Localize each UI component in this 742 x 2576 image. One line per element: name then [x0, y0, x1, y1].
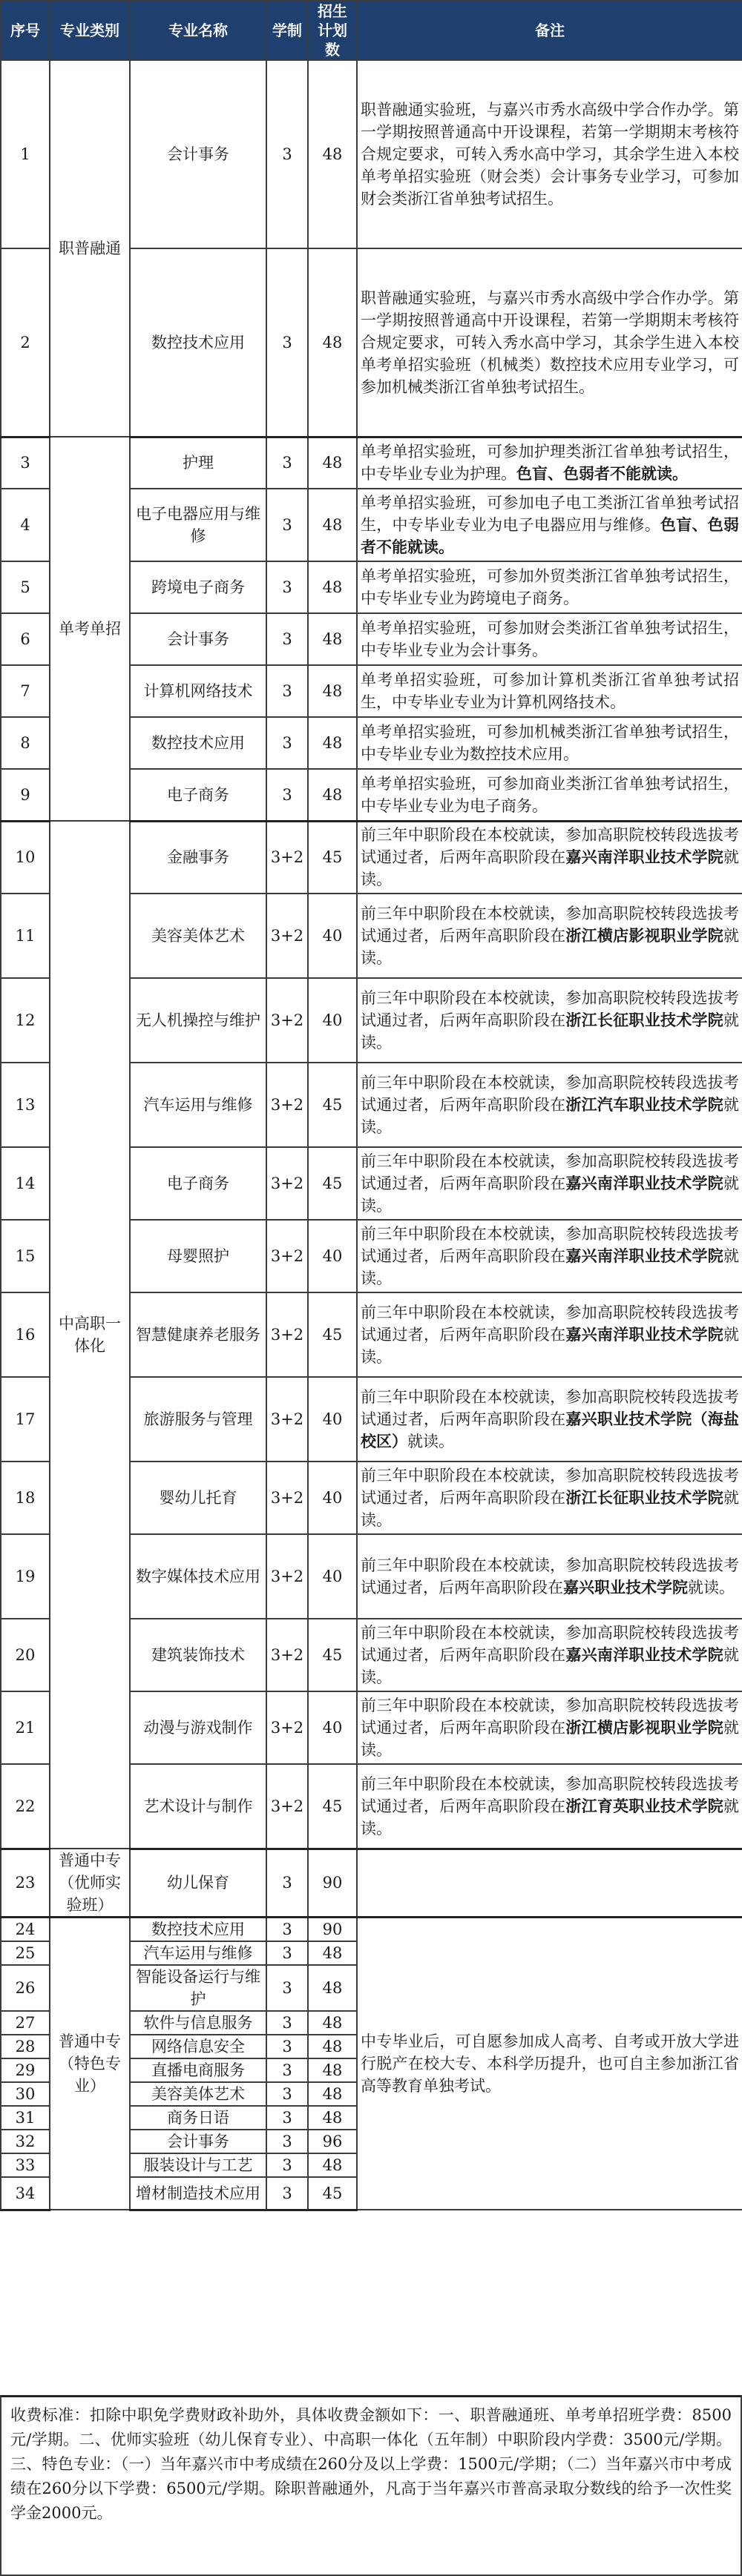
program-remark — [357, 1377, 742, 1462]
program-quota: 90 — [308, 1918, 357, 1942]
remark-text: 职普融通实验班，与嘉兴市秀水高级中学合作办学。第一学期按照普通高中开设课程，若第一学期期末考核符合规定要求，可转入秀水高中学习，其余学生进入本校单考单招实验班（机械类）数控技术应用专业学习，可参加机械类浙江省单独考试招生。 — [361, 288, 739, 396]
program-name: 艺术设计与制作 — [130, 1764, 266, 1849]
program-remark — [357, 1691, 742, 1764]
row-number: 2 — [1, 248, 50, 437]
category-cell: 普通中专（优师实验班） — [50, 1849, 130, 1918]
remark-text: 单考单招实验班，可参加计算机类浙江省单独考试招生，中专毕业专业为计算机网络技术。 — [361, 671, 739, 711]
remark-text: 前三年中职阶段在本校就读，参加高职院校转段选拔考试通过者，后两年高职阶段在 — [361, 1152, 739, 1192]
program-name: 电子商务 — [130, 769, 266, 821]
remark-highlight: 嘉兴南洋职业技术学院 — [565, 1645, 723, 1664]
program-quota: 48 — [308, 561, 357, 613]
program-quota: 48 — [308, 2082, 357, 2106]
program-years: 3 — [266, 2153, 308, 2177]
header-category: 专业类别 — [50, 1, 130, 60]
category-cell: 单考单招 — [50, 437, 130, 821]
row-number: 13 — [1, 1063, 50, 1147]
program-name: 无人机操控与维护 — [130, 978, 266, 1063]
program-quota: 96 — [308, 2130, 357, 2153]
header-years: 学制 — [266, 1, 308, 60]
program-name: 会计事务 — [130, 613, 266, 665]
remark-text: 前三年中职阶段在本校就读，参加高职院校转段选拔考试通过者，后两年高职阶段在 — [361, 1225, 739, 1265]
program-quota: 48 — [308, 437, 357, 489]
program-remark — [357, 665, 742, 717]
program-name: 商务日语 — [130, 2106, 266, 2130]
program-name: 增材制造技术应用 — [130, 2177, 266, 2210]
program-quota: 48 — [308, 2058, 357, 2082]
remark-text: 就读。 — [361, 1011, 739, 1051]
row-number: 32 — [1, 2130, 50, 2153]
program-name: 婴幼儿托育 — [130, 1462, 266, 1534]
program-years: 3+2 — [266, 1619, 308, 1691]
header-remark: 备注 — [357, 1, 742, 60]
remark-text: 前三年中职阶段在本校就读，参加高职院校转段选拔考试通过者，后两年高职阶段在 — [361, 905, 739, 945]
remark-highlight: 色盲、色弱者不能就读。 — [361, 515, 740, 556]
remark-text: 前三年中职阶段在本校就读，参加高职院校转段选拔考试通过者，后两年高职阶段在 — [361, 989, 739, 1029]
program-quota: 45 — [308, 1292, 357, 1377]
program-name: 美容美体艺术 — [130, 2082, 266, 2106]
row-number: 4 — [1, 489, 50, 561]
program-name: 数控技术应用 — [130, 1918, 266, 1942]
category-cell: 中高职一体化 — [50, 821, 130, 1849]
remark-text: 单考单招实验班，可参加护理类浙江省单独考试招生，中专毕业专业为护理。 — [361, 443, 739, 483]
row-number: 27 — [1, 2011, 50, 2035]
row-number: 17 — [1, 1377, 50, 1462]
program-years: 3+2 — [266, 978, 308, 1063]
table-row — [1, 821, 742, 894]
program-quota: 45 — [308, 1619, 357, 1691]
row-number: 34 — [1, 2177, 50, 2210]
remark-text: 单考单招实验班，可参加外贸类浙江省单独考试招生，中专毕业专业为跨境电子商务。 — [361, 567, 739, 607]
program-years: 3 — [266, 2035, 308, 2058]
remark-highlight: 浙江横店影视职业学院 — [565, 1718, 723, 1737]
table-body — [1, 60, 742, 2210]
program-remark — [357, 1462, 742, 1534]
program-name: 汽车运用与维修 — [130, 1063, 266, 1147]
program-remark — [357, 1619, 742, 1691]
program-quota: 40 — [308, 894, 357, 978]
program-years: 3+2 — [266, 1764, 308, 1849]
program-years: 3 — [266, 613, 308, 665]
row-number: 11 — [1, 894, 50, 978]
program-quota: 45 — [308, 1147, 357, 1220]
program-quota: 48 — [308, 769, 357, 821]
remark-text: 前三年中职阶段在本校就读，参加高职院校转段选拔考试通过者，后两年高职阶段在 — [361, 1388, 739, 1428]
program-years: 3 — [266, 1849, 308, 1918]
program-years: 3 — [266, 1965, 308, 2011]
program-remark — [357, 978, 742, 1063]
row-number: 15 — [1, 1220, 50, 1292]
category-cell: 普通中专（特色专业） — [50, 1918, 130, 2210]
remark-text: 单考单招实验班，可参加财会类浙江省单独考试招生，中专毕业专业为会计事务。 — [361, 619, 739, 659]
program-years: 3 — [266, 717, 308, 769]
program-name: 电子商务 — [130, 1147, 266, 1220]
program-quota: 45 — [308, 2177, 357, 2210]
program-name: 动漫与游戏制作 — [130, 1691, 266, 1764]
program-remark — [357, 1292, 742, 1377]
row-number: 26 — [1, 1965, 50, 2011]
row-number: 6 — [1, 613, 50, 665]
program-years: 3+2 — [266, 1691, 308, 1764]
row-number: 1 — [1, 60, 50, 248]
program-quota: 40 — [308, 1377, 357, 1462]
remark-text: 前三年中职阶段在本校就读，参加高职院校转段选拔考试通过者，后两年高职阶段在 — [361, 1624, 739, 1664]
program-remark — [357, 1063, 742, 1147]
remark-highlight: 嘉兴南洋职业技术学院 — [565, 1325, 723, 1344]
row-number: 22 — [1, 1764, 50, 1849]
remark-text: 就读。 — [361, 1247, 739, 1287]
program-years: 3 — [266, 769, 308, 821]
program-remark — [357, 769, 742, 821]
program-remark — [357, 248, 742, 437]
row-number: 16 — [1, 1292, 50, 1377]
program-quota: 48 — [308, 2035, 357, 2058]
row-number: 25 — [1, 1941, 50, 1965]
remark-highlight: 嘉兴南洋职业技术学院 — [565, 1246, 723, 1265]
program-name: 计算机网络技术 — [130, 665, 266, 717]
remark-text: 就读。 — [361, 1175, 739, 1215]
program-remark — [357, 1147, 742, 1220]
program-remark — [357, 1534, 742, 1619]
remark-text: 就读。 — [407, 1433, 454, 1450]
program-remark — [357, 1764, 742, 1849]
row-number: 33 — [1, 2153, 50, 2177]
remark-highlight: 嘉兴职业技术学院（海盐校区） — [361, 1410, 739, 1450]
remark-text: 就读。 — [361, 1646, 739, 1686]
program-years: 3 — [266, 2011, 308, 2035]
remark-text: 就读。 — [688, 1579, 735, 1596]
program-quota: 48 — [308, 717, 357, 769]
program-name: 数控技术应用 — [130, 717, 266, 769]
program-years: 3+2 — [266, 1220, 308, 1292]
program-name: 母婴照护 — [130, 1220, 266, 1292]
program-years: 3+2 — [266, 1063, 308, 1147]
program-name: 金融事务 — [130, 821, 266, 894]
remark-highlight: 浙江长征职业技术学院 — [565, 1011, 723, 1029]
program-quota: 40 — [308, 1220, 357, 1292]
row-number: 12 — [1, 978, 50, 1063]
program-name: 美容美体艺术 — [130, 894, 266, 978]
program-name: 护理 — [130, 437, 266, 489]
program-quota: 48 — [308, 489, 357, 561]
remark-highlight: 嘉兴南洋职业技术学院 — [565, 848, 723, 867]
program-years: 3 — [266, 2177, 308, 2210]
program-quota: 45 — [308, 1063, 357, 1147]
program-quota: 40 — [308, 1534, 357, 1619]
remark-highlight: 色盲、色弱者不能就读。 — [516, 464, 688, 483]
program-remark — [357, 613, 742, 665]
row-number: 24 — [1, 1918, 50, 1942]
shared-remark: 中专毕业后，可自愿参加成人高考、自考或开放大学进行脱产在校大专、本科学历提升，也可自主参加浙江省高等教育单独考试。 — [357, 1918, 742, 2210]
remark-text: 单考单招实验班，可参加电子电工类浙江省单独考试招生，中专毕业专业为电子电器应用与维修。 — [361, 494, 739, 534]
program-years: 3 — [266, 665, 308, 717]
program-quota: 40 — [308, 1691, 357, 1764]
program-name: 网络信息安全 — [130, 2035, 266, 2058]
program-years: 3 — [266, 561, 308, 613]
header-no: 序号 — [1, 1, 50, 60]
program-name: 建筑装饰技术 — [130, 1619, 266, 1691]
remark-text: 前三年中职阶段在本校就读，参加高职院校转段选拔考试通过者，后两年高职阶段在 — [361, 1074, 739, 1114]
row-number: 3 — [1, 437, 50, 489]
row-number: 28 — [1, 2035, 50, 2058]
program-quota: 48 — [308, 60, 357, 248]
program-remark — [357, 60, 742, 248]
program-years: 3 — [266, 1918, 308, 1942]
program-remark — [357, 1220, 742, 1292]
table-row — [1, 60, 742, 248]
remark-highlight: 浙江汽车职业技术学院 — [565, 1095, 723, 1114]
remark-text: 单考单招实验班，可参加机械类浙江省单独考试招生，中专毕业专业为数控技术应用。 — [361, 723, 739, 763]
program-name: 服装设计与工艺 — [130, 2153, 266, 2177]
program-years: 3+2 — [266, 1377, 308, 1462]
program-name: 汽车运用与维修 — [130, 1941, 266, 1965]
program-years: 3 — [266, 489, 308, 561]
row-number: 14 — [1, 1147, 50, 1220]
program-remark — [357, 489, 742, 561]
program-quota: 48 — [308, 665, 357, 717]
program-quota: 90 — [308, 1849, 357, 1918]
program-remark — [357, 437, 742, 489]
remark-text: 前三年中职阶段在本校就读，参加高职院校转段选拔考试通过者，后两年高职阶段在 — [361, 826, 739, 867]
program-name: 会计事务 — [130, 60, 266, 248]
program-quota: 48 — [308, 1965, 357, 2011]
remark-text: 前三年中职阶段在本校就读，参加高职院校转段选拔考试通过者，后两年高职阶段在 — [361, 1697, 739, 1737]
program-remark-empty — [357, 1849, 742, 1918]
table-row — [1, 437, 742, 489]
row-number: 31 — [1, 2106, 50, 2130]
remark-text: 就读。 — [361, 927, 739, 967]
program-name: 会计事务 — [130, 2130, 266, 2153]
program-name: 软件与信息服务 — [130, 2011, 266, 2035]
program-years: 3+2 — [266, 1292, 308, 1377]
remark-highlight: 嘉兴职业技术学院 — [563, 1578, 688, 1596]
program-years: 3+2 — [266, 821, 308, 894]
program-name: 数控技术应用 — [130, 248, 266, 437]
remark-text: 前三年中职阶段在本校就读，参加高职院校转段选拔考试通过者，后两年高职阶段在 — [361, 1774, 739, 1815]
program-name: 智慧健康养老服务 — [130, 1292, 266, 1377]
row-number: 9 — [1, 769, 50, 821]
header-quota: 招生计划数 — [308, 1, 357, 60]
program-quota: 48 — [308, 2011, 357, 2035]
program-remark — [357, 821, 742, 894]
remark-text: 就读。 — [361, 848, 739, 889]
program-years: 3 — [266, 2106, 308, 2130]
remark-text: 前三年中职阶段在本校就读，参加高职院校转段选拔考试通过者，后两年高职阶段在 — [361, 1556, 739, 1596]
program-quota: 40 — [308, 1462, 357, 1534]
program-years: 3 — [266, 60, 308, 248]
header-name: 专业名称 — [130, 1, 266, 60]
row-number: 29 — [1, 2058, 50, 2082]
program-years: 3+2 — [266, 1534, 308, 1619]
row-number: 23 — [1, 1849, 50, 1918]
table-row — [1, 1849, 742, 1918]
program-quota: 45 — [308, 821, 357, 894]
program-years: 3 — [266, 248, 308, 437]
program-quota: 48 — [308, 1941, 357, 1965]
program-remark — [357, 561, 742, 613]
remark-text: 职普融通实验班，与嘉兴市秀水高级中学合作办学。第一学期按照普通高中开设课程，若第一学期期末考核符合规定要求，可转入秀水高中学习，其余学生进入本校单考单招实验班（财会类）会计事务专业学习，可参加财会类浙江省单独考试招生。 — [361, 101, 739, 208]
table-row — [1, 1918, 742, 1942]
row-number: 5 — [1, 561, 50, 613]
remark-text: 就读。 — [361, 1719, 739, 1759]
row-number: 8 — [1, 717, 50, 769]
row-number: 7 — [1, 665, 50, 717]
program-quota: 40 — [308, 978, 357, 1063]
row-number: 10 — [1, 821, 50, 894]
program-quota: 48 — [308, 613, 357, 665]
program-name: 跨境电子商务 — [130, 561, 266, 613]
program-years: 3 — [266, 2130, 308, 2153]
program-years: 3 — [266, 1941, 308, 1965]
program-years: 3+2 — [266, 1462, 308, 1534]
program-years: 3 — [266, 437, 308, 489]
program-name: 旅游服务与管理 — [130, 1377, 266, 1462]
remark-text: 就读。 — [361, 1797, 739, 1837]
remark-highlight: 浙江横店影视职业学院 — [565, 926, 723, 945]
remark-highlight: 嘉兴南洋职业技术学院 — [565, 1174, 723, 1192]
program-remark — [357, 717, 742, 769]
remark-text: 就读。 — [361, 1096, 739, 1136]
row-number: 30 — [1, 2082, 50, 2106]
program-remark — [357, 894, 742, 978]
remark-text: 就读。 — [361, 1489, 739, 1529]
fee-standard-note: 收费标准：扣除中职免学费财政补助外，具体收费金额如下：一、职普融通班、单考单招班学费：8500元/学期。二、优师实验班（幼儿保育专业）、中高职一体化（五年制）中职阶段内学费：3500元/学期。三、特色专业：（一）当年嘉兴市中考成绩在260分及以上学费：1500元/学期；（二）当年嘉兴市中考成绩在260分以下学费：6500元/学期。除职普融通外，凡高于当年嘉兴市普高录取分数线的给予一次性奖学金2000元。 — [0, 2395, 742, 2576]
program-name: 电子电器应用与维修 — [130, 489, 266, 561]
category-cell: 职普融通 — [50, 60, 130, 437]
program-name: 数字媒体技术应用 — [130, 1534, 266, 1619]
program-name: 幼儿保育 — [130, 1849, 266, 1918]
program-name: 直播电商服务 — [130, 2058, 266, 2082]
program-quota: 48 — [308, 2153, 357, 2177]
program-years: 3 — [266, 2058, 308, 2082]
row-number: 20 — [1, 1619, 50, 1691]
remark-text: 就读。 — [361, 1326, 739, 1366]
row-number: 18 — [1, 1462, 50, 1534]
row-number: 21 — [1, 1691, 50, 1764]
program-years: 3 — [266, 2082, 308, 2106]
program-quota: 48 — [308, 248, 357, 437]
remark-text: 前三年中职阶段在本校就读，参加高职院校转段选拔考试通过者，后两年高职阶段在 — [361, 1304, 739, 1344]
remark-highlight: 浙江育英职业技术学院 — [565, 1796, 723, 1815]
program-quota: 45 — [308, 1764, 357, 1849]
header-row — [1, 1, 742, 60]
remark-text: 单考单招实验班，可参加商业类浙江省单独考试招生，中专毕业专业为电子商务。 — [361, 774, 739, 815]
remark-text: 前三年中职阶段在本校就读，参加高职院校转段选拔考试通过者，后两年高职阶段在 — [361, 1467, 739, 1507]
row-number: 19 — [1, 1534, 50, 1619]
remark-highlight: 浙江长征职业技术学院 — [565, 1488, 723, 1507]
program-years: 3+2 — [266, 1147, 308, 1220]
program-years: 3+2 — [266, 894, 308, 978]
program-name: 智能设备运行与维护 — [130, 1965, 266, 2011]
program-quota: 48 — [308, 2106, 357, 2130]
